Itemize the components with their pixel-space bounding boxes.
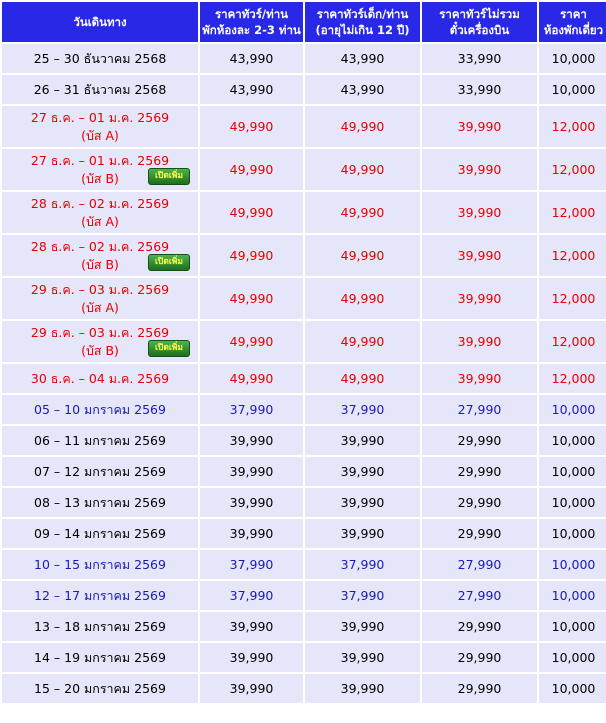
table-row xyxy=(2,519,606,548)
no-flight-price: 39,990 xyxy=(422,192,537,233)
open-more-badge[interactable]: เปิดเพิ่ม xyxy=(148,168,190,185)
child-price: 49,990 xyxy=(305,364,420,393)
adult-price: 49,990 xyxy=(200,364,303,393)
single-room-price: 10,000 xyxy=(539,44,606,73)
table-row xyxy=(2,106,606,147)
no-flight-price: 39,990 xyxy=(422,235,537,276)
bus-label: (บัส A) xyxy=(81,300,119,315)
child-price: 37,990 xyxy=(305,581,420,610)
header-no-flight-line2: ตั๋วเครื่องบิน xyxy=(449,23,510,37)
single-room-price: 10,000 xyxy=(539,488,606,517)
open-more-badge[interactable]: เปิดเพิ่ม xyxy=(148,254,190,271)
child-price: 39,990 xyxy=(305,643,420,672)
table-row xyxy=(2,488,606,517)
adult-price: 39,990 xyxy=(200,519,303,548)
child-price: 37,990 xyxy=(305,550,420,579)
travel-date xyxy=(2,321,198,362)
travel-date xyxy=(2,278,198,319)
travel-date xyxy=(2,235,198,276)
travel-date-range: 28 ธ.ค. – 02 ม.ค. 2569 xyxy=(30,239,170,254)
header-single-room-line2: ห้องพักเดี่ยว xyxy=(543,23,604,37)
single-room-price: 10,000 xyxy=(539,395,606,424)
no-flight-price: 29,990 xyxy=(422,519,537,548)
table-row xyxy=(2,364,606,393)
header-single-room xyxy=(539,2,606,42)
travel-date xyxy=(2,106,198,147)
table-row xyxy=(2,426,606,455)
travel-date: 26 – 31 ธันวาคม 2568 xyxy=(2,75,198,104)
adult-price: 43,990 xyxy=(200,75,303,104)
child-price: 39,990 xyxy=(305,457,420,486)
single-room-price: 12,000 xyxy=(539,235,606,276)
header-adult-price xyxy=(200,2,303,42)
no-flight-price: 29,990 xyxy=(422,426,537,455)
bus-label: (บัส B) xyxy=(81,171,119,186)
single-room-price: 12,000 xyxy=(539,149,606,190)
table-row xyxy=(2,149,606,190)
single-room-price: 10,000 xyxy=(539,643,606,672)
travel-date-range: 27 ธ.ค. – 01 ม.ค. 2569 xyxy=(30,110,170,125)
no-flight-price: 29,990 xyxy=(422,457,537,486)
adult-price: 43,990 xyxy=(200,44,303,73)
bus-label: (บัส B) xyxy=(81,257,119,272)
travel-date: 05 – 10 มกราคม 2569 xyxy=(2,395,198,424)
adult-price: 37,990 xyxy=(200,581,303,610)
table-row xyxy=(2,674,606,703)
travel-date: 14 – 19 มกราคม 2569 xyxy=(2,643,198,672)
no-flight-price: 29,990 xyxy=(422,488,537,517)
single-room-price: 12,000 xyxy=(539,278,606,319)
adult-price: 49,990 xyxy=(200,278,303,319)
adult-price: 49,990 xyxy=(200,235,303,276)
adult-price: 39,990 xyxy=(200,426,303,455)
no-flight-price: 39,990 xyxy=(422,364,537,393)
single-room-price: 10,000 xyxy=(539,75,606,104)
no-flight-price: 29,990 xyxy=(422,643,537,672)
adult-price: 39,990 xyxy=(200,612,303,641)
child-price: 39,990 xyxy=(305,426,420,455)
travel-date: 15 – 20 มกราคม 2569 xyxy=(2,674,198,703)
no-flight-price: 27,990 xyxy=(422,581,537,610)
child-price: 39,990 xyxy=(305,612,420,641)
table-row xyxy=(2,235,606,276)
travel-date-range: 29 ธ.ค. – 03 ม.ค. 2569 xyxy=(30,282,170,297)
single-room-price: 12,000 xyxy=(539,364,606,393)
child-price: 43,990 xyxy=(305,44,420,73)
single-room-price: 10,000 xyxy=(539,457,606,486)
adult-price: 49,990 xyxy=(200,106,303,147)
single-room-price: 10,000 xyxy=(539,519,606,548)
child-price: 49,990 xyxy=(305,106,420,147)
table-row xyxy=(2,550,606,579)
single-room-price: 12,000 xyxy=(539,321,606,362)
table-row xyxy=(2,278,606,319)
adult-price: 49,990 xyxy=(200,321,303,362)
bus-label: (บัส B) xyxy=(81,343,119,358)
travel-date: 13 – 18 มกราคม 2569 xyxy=(2,612,198,641)
single-room-price: 10,000 xyxy=(539,581,606,610)
no-flight-price: 39,990 xyxy=(422,278,537,319)
header-child-price-line1: ราคาทัวร์เด็ก/ท่าน xyxy=(316,7,409,21)
header-child-price xyxy=(305,2,420,42)
single-room-price: 10,000 xyxy=(539,674,606,703)
header-travel-date-label: วันเดินทาง xyxy=(73,15,127,29)
table-row xyxy=(2,192,606,233)
single-room-price: 10,000 xyxy=(539,550,606,579)
table-row xyxy=(2,643,606,672)
travel-date: 30 ธ.ค. – 04 ม.ค. 2569 xyxy=(2,364,198,393)
header-adult-price-line2: พักห้องละ 2-3 ท่าน xyxy=(202,23,301,37)
child-price: 37,990 xyxy=(305,395,420,424)
single-room-price: 10,000 xyxy=(539,612,606,641)
bus-label: (บัส A) xyxy=(81,128,119,143)
no-flight-price: 27,990 xyxy=(422,395,537,424)
child-price: 49,990 xyxy=(305,235,420,276)
no-flight-price: 29,990 xyxy=(422,674,537,703)
travel-date-range: 29 ธ.ค. – 03 ม.ค. 2569 xyxy=(30,325,170,340)
header-single-room-line1: ราคา xyxy=(560,7,587,21)
travel-date: 06 – 11 มกราคม 2569 xyxy=(2,426,198,455)
child-price: 39,990 xyxy=(305,519,420,548)
adult-price: 39,990 xyxy=(200,488,303,517)
adult-price: 37,990 xyxy=(200,395,303,424)
no-flight-price: 29,990 xyxy=(422,612,537,641)
table-row xyxy=(2,612,606,641)
table-body xyxy=(2,44,606,703)
header-child-price-line2: (อายุไม่เกิน 12 ปี) xyxy=(315,23,410,37)
adult-price: 49,990 xyxy=(200,149,303,190)
no-flight-price: 39,990 xyxy=(422,321,537,362)
child-price: 39,990 xyxy=(305,674,420,703)
table-row xyxy=(2,395,606,424)
adult-price: 49,990 xyxy=(200,192,303,233)
travel-date: 08 – 13 มกราคม 2569 xyxy=(2,488,198,517)
single-room-price: 12,000 xyxy=(539,192,606,233)
table-header xyxy=(2,2,606,42)
table-row xyxy=(2,75,606,104)
no-flight-price: 27,990 xyxy=(422,550,537,579)
header-no-flight-price xyxy=(422,2,537,42)
no-flight-price: 33,990 xyxy=(422,75,537,104)
table-row xyxy=(2,581,606,610)
no-flight-price: 39,990 xyxy=(422,106,537,147)
single-room-price: 12,000 xyxy=(539,106,606,147)
single-room-price: 10,000 xyxy=(539,426,606,455)
adult-price: 37,990 xyxy=(200,550,303,579)
travel-date: 25 – 30 ธันวาคม 2568 xyxy=(2,44,198,73)
child-price: 43,990 xyxy=(305,75,420,104)
adult-price: 39,990 xyxy=(200,674,303,703)
no-flight-price: 39,990 xyxy=(422,149,537,190)
travel-date-range: 28 ธ.ค. – 02 ม.ค. 2569 xyxy=(30,196,170,211)
travel-date: 10 – 15 มกราคม 2569 xyxy=(2,550,198,579)
travel-date: 09 – 14 มกราคม 2569 xyxy=(2,519,198,548)
travel-date xyxy=(2,149,198,190)
header-no-flight-line1: ราคาทัวร์ไม่รวม xyxy=(439,7,520,21)
bus-label: (บัส A) xyxy=(81,214,119,229)
table-row xyxy=(2,44,606,73)
travel-date: 07 – 12 มกราคม 2569 xyxy=(2,457,198,486)
child-price: 39,990 xyxy=(305,488,420,517)
adult-price: 39,990 xyxy=(200,643,303,672)
child-price: 49,990 xyxy=(305,278,420,319)
travel-date: 12 – 17 มกราคม 2569 xyxy=(2,581,198,610)
adult-price: 39,990 xyxy=(200,457,303,486)
open-more-badge[interactable]: เปิดเพิ่ม xyxy=(148,340,190,357)
child-price: 49,990 xyxy=(305,192,420,233)
child-price: 49,990 xyxy=(305,149,420,190)
no-flight-price: 33,990 xyxy=(422,44,537,73)
child-price: 49,990 xyxy=(305,321,420,362)
travel-date-range: 27 ธ.ค. – 01 ม.ค. 2569 xyxy=(30,153,170,168)
table-row xyxy=(2,321,606,362)
travel-date xyxy=(2,192,198,233)
header-adult-price-line1: ราคาทัวร์/ท่าน xyxy=(214,7,289,21)
table-row xyxy=(2,457,606,486)
header-travel-date xyxy=(2,2,198,42)
